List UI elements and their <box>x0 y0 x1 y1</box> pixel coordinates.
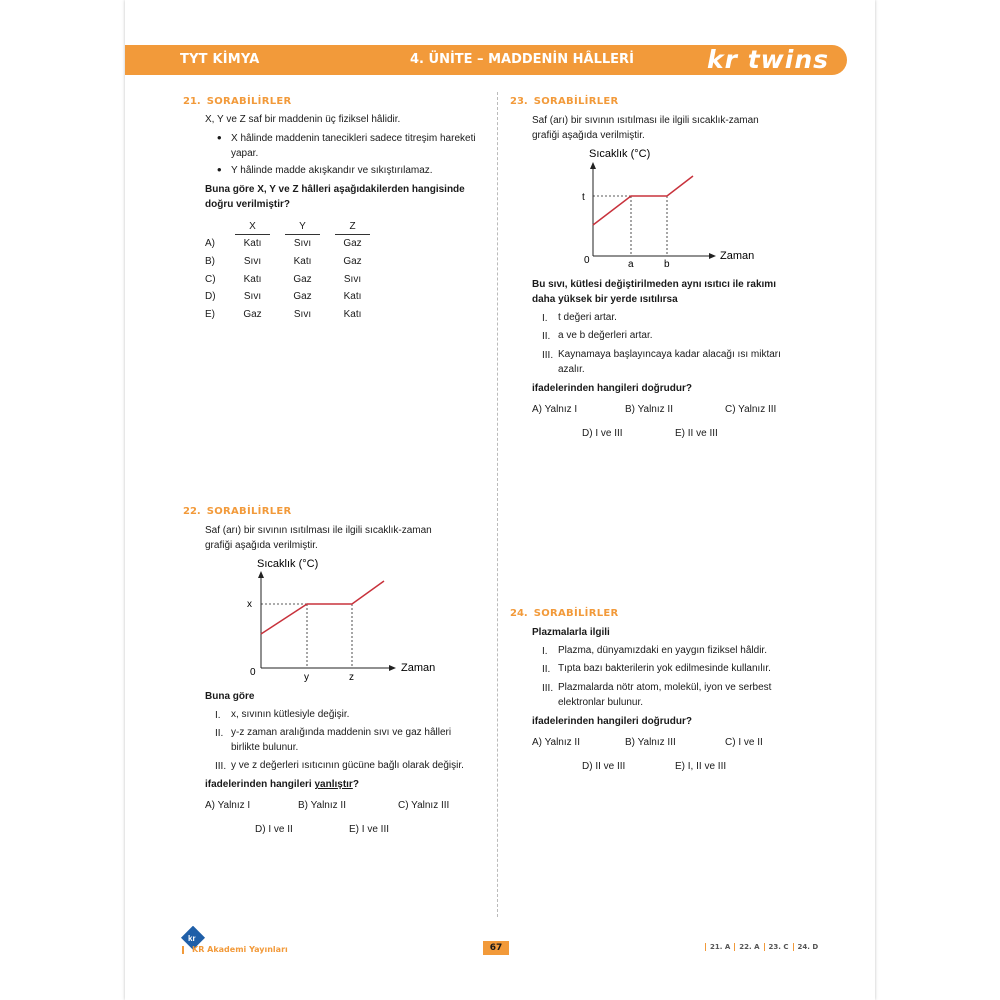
q22-tag: SORABİLİRLER <box>206 506 292 517</box>
q24-statement-2: Tıpta bazı bakterilerin yok edilmesinde kullanılır. <box>558 663 771 674</box>
option-x: Gaz <box>243 309 262 320</box>
q24-option-a[interactable]: A) Yalnız II <box>532 737 580 748</box>
q22-statement-1: x, sıvının kütlesiyle değişir. <box>231 709 350 720</box>
q23-x-arrow-icon <box>709 253 716 259</box>
q23-question-2: daha yüksek bir yerde ısıtılırsa <box>532 294 678 305</box>
q22-graph-ytick: x <box>247 599 252 610</box>
q22-graph-origin: 0 <box>250 667 256 678</box>
q23-statement-3a: Kaynamaya başlayıncaya kadar alacağı ısı miktarı <box>558 349 781 360</box>
q23-graph-xtick-1: a <box>628 259 634 270</box>
option-z: Sıvı <box>343 274 362 285</box>
q21-tag: SORABİLİRLER <box>206 96 292 107</box>
option-letter: D) <box>205 291 216 302</box>
answer-23: 23. C <box>764 943 789 951</box>
q24-statement-1: Plazma, dünyamızdaki en yaygın fiziksel hâldir. <box>558 645 767 656</box>
q22-option-e[interactable]: E) I ve III <box>349 824 390 835</box>
q24-option-d[interactable]: D) II ve III <box>582 761 626 772</box>
publisher-name: KR Akademi Yayınları <box>192 945 288 954</box>
option-letter: A) <box>205 238 215 249</box>
answer-24: 24. D <box>793 943 819 951</box>
option-letter: C) <box>205 274 216 285</box>
q23-intro-2: grafiği aşağıda verilmiştir. <box>532 130 645 141</box>
q23-option-c[interactable]: C) Yalnız III <box>725 404 777 415</box>
q23-graph-ytick: t <box>582 192 585 203</box>
option-z: Katı <box>343 309 362 320</box>
option-z: Gaz <box>343 238 362 249</box>
q23-statement-1: t değeri artar. <box>558 312 617 323</box>
roman-3: III. <box>542 683 554 694</box>
q22-option-b[interactable]: B) Yalnız II <box>298 800 346 811</box>
q22-option-d[interactable]: D) I ve II <box>255 824 293 835</box>
option-x: Katı <box>243 238 262 249</box>
q21-bullet-2: • Y hâlinde madde akışkandır ve sıkıştırılamaz. <box>231 163 491 178</box>
q22-option-c[interactable]: C) Yalnız III <box>398 800 450 811</box>
option-z: Gaz <box>343 256 362 267</box>
option-letter: E) <box>205 309 215 320</box>
q21-header-z: Z <box>335 219 370 235</box>
q22-ask-text: ifadelerinden hangileri <box>205 779 315 790</box>
q23-graph-xtick-2: b <box>664 259 670 270</box>
q22-ask-mark: ? <box>352 779 359 790</box>
q22-intro-2: grafiği aşağıda verilmiştir. <box>205 540 318 551</box>
q23-y-arrow-icon <box>590 162 596 169</box>
q24-number: 24. <box>510 608 528 619</box>
answer-21: 21. A <box>705 943 730 951</box>
q23-statement-3b: azalır. <box>558 364 585 375</box>
q23-tag: SORABİLİRLER <box>533 96 619 107</box>
q22-graph-xtick-2: z <box>349 672 354 683</box>
svg-text:kr: kr <box>188 934 196 943</box>
q21-intro: X, Y ve Z saf bir maddenin üç fiziksel hâlidir. <box>205 114 401 125</box>
q21-question: Buna göre X, Y ve Z hâlleri aşağıdakilerden hangisinde doğru verilmiştir? <box>205 184 465 210</box>
q24-tag: SORABİLİRLER <box>533 608 619 619</box>
q23-option-a[interactable]: A) Yalnız I <box>532 404 578 415</box>
q23-graph-xlabel: Zaman <box>720 250 755 262</box>
page-number: 67 <box>483 941 509 955</box>
roman-1: I. <box>542 646 548 657</box>
q23-number: 23. <box>510 96 528 107</box>
q22-graph-xtick-1: y <box>304 672 309 683</box>
roman-2: II. <box>542 331 551 342</box>
q23-option-e[interactable]: E) II ve III <box>675 428 718 439</box>
q24-heading <box>510 608 619 619</box>
q22-ask-underlined: yanlıştır <box>314 779 353 790</box>
q22-graph-ylabel: Sıcaklık (°C) <box>257 558 319 570</box>
option-x: Sıvı <box>243 291 262 302</box>
q23-option-d[interactable]: D) I ve III <box>582 428 623 439</box>
q24-option-b[interactable]: B) Yalnız III <box>625 737 676 748</box>
q23-intro-1: Saf (arı) bir sıvının ısıtılması ile ilgili sıcaklık-zaman <box>532 115 759 126</box>
roman-3: III. <box>215 761 227 772</box>
q23-ask: ifadelerinden hangileri doğrudur? <box>532 383 693 394</box>
option-y: Sıvı <box>293 309 312 320</box>
q21-header-y: Y <box>285 219 320 235</box>
q23-graph-ylabel: Sıcaklık (°C) <box>589 148 651 160</box>
q24-statement-3b: elektronlar bulunur. <box>558 697 644 708</box>
q24-statement-3a: Plazmalarda nötr atom, molekül, iyon ve serbest <box>558 682 772 693</box>
q24-option-c[interactable]: C) I ve II <box>725 737 763 748</box>
option-x: Katı <box>243 274 262 285</box>
q22-statement-3: y ve z değerleri ısıtıcının gücüne bağlı olarak değişir. <box>231 760 464 771</box>
q23-graph-origin: 0 <box>584 255 590 266</box>
answer-22: 22. A <box>734 943 759 951</box>
q22-lead: Buna göre <box>205 691 255 702</box>
q21-bullet-1: • X hâlinde maddenin tanecikleri sadece titreşim hareketi yapar. <box>231 131 491 161</box>
q21-header-x: X <box>235 219 270 235</box>
q22-number: 22. <box>183 506 201 517</box>
answer-key <box>705 943 818 951</box>
q22-option-a[interactable]: A) Yalnız I <box>205 800 251 811</box>
option-y: Gaz <box>293 291 312 302</box>
roman-2: II. <box>542 664 551 675</box>
q22-statement-2b: birlikte bulunur. <box>231 742 299 753</box>
q23-question-1: Bu sıvı, kütlesi değiştirilmeden aynı ısıtıcı ile rakımı <box>532 279 776 290</box>
q23-statement-2: a ve b değerleri artar. <box>558 330 653 341</box>
brand-logo: kr twins <box>707 45 829 74</box>
roman-1: I. <box>215 710 221 721</box>
q22-statement-2a: y-z zaman aralığında maddenin sıvı ve gaz hâlleri <box>231 727 452 738</box>
q24-option-e[interactable]: E) I, II ve III <box>675 761 727 772</box>
roman-3: III. <box>542 350 554 361</box>
q22-graph-xlabel: Zaman <box>401 662 436 674</box>
option-y: Katı <box>293 256 312 267</box>
q21-number: 21. <box>183 96 201 107</box>
q22-intro-1: Saf (arı) bir sıvının ısıtılması ile ilgili sıcaklık-zaman <box>205 525 432 536</box>
option-y: Gaz <box>293 274 312 285</box>
q24-ask: ifadelerinden hangileri doğrudur? <box>532 716 693 727</box>
q23-option-b[interactable]: B) Yalnız II <box>625 404 673 415</box>
q24-lead: Plazmalarla ilgili <box>532 627 610 638</box>
option-z: Katı <box>343 291 362 302</box>
unit-title: 4. ÜNİTE – MADDENİN HÂLLERİ <box>410 52 634 67</box>
subject-title: TYT KİMYA <box>180 52 260 67</box>
option-y: Sıvı <box>293 238 312 249</box>
option-x: Sıvı <box>243 256 262 267</box>
q23-heating-curve <box>593 176 693 225</box>
option-letter: B) <box>205 256 215 267</box>
roman-2: II. <box>215 728 224 739</box>
roman-1: I. <box>542 313 548 324</box>
